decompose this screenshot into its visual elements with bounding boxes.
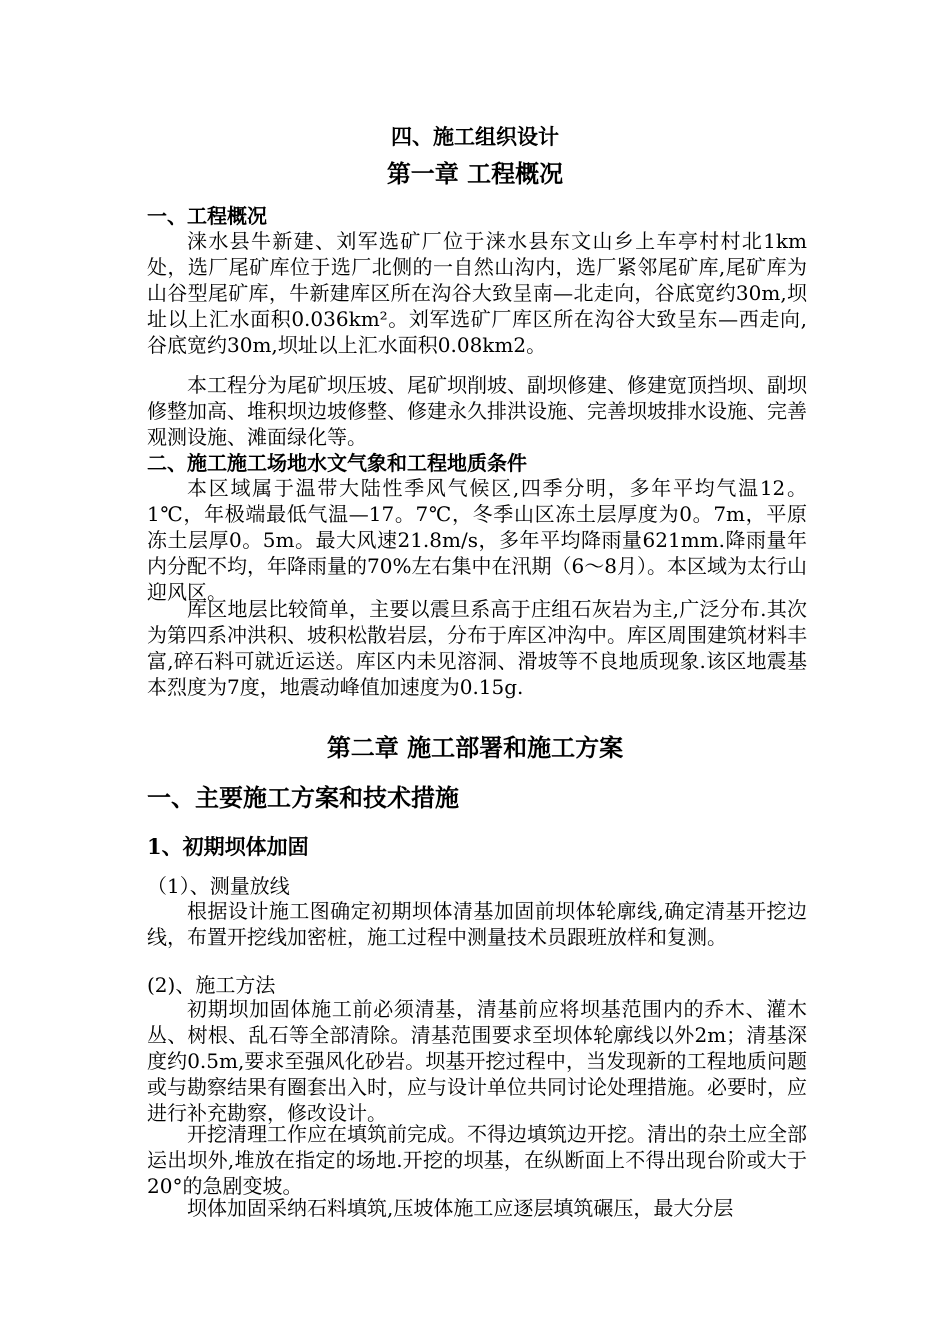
paragraph-overview-2: 本工程分为尾矿坝压坡、尾矿坝削坡、副坝修建、修建宽顶挡坝、副坝修整加高、堆积坝边坡修整、修建永久排洪设施、完善坝坡排水设施、完善观测设施、滩面绿化等。 (147, 373, 807, 449)
paragraph-conditions-1: 本区域属于温带大陆性季风气候区,四季分明，多年平均气温12。1℃，年极端最低气温—17。7℃，冬季山区冻土层厚度为0。7m，平原冻土层厚0。5m。最大风速21.8m/s，多年平均降雨量621mm.降雨量年内分配不均，年降雨量的70%左右集中在汛期（6～8月）。本区域为太行山迎风区。 (147, 476, 807, 604)
chapter-2-title: 第二章 施工部署和施工方案 (326, 733, 624, 762)
paragraph-method-1: 初期坝加固体施工前必须清基，清基前应将坝基范围内的乔木、灌木丛、树根、乱石等全部清除。清基范围要求至坝体轮廓线以外2m；清基深度约0.5m,要求至强风化砂岩。坝基开挖过程中，当发现新的工程地质问题或与勘察结果有圈套出入时，应与设计单位共同讨论处理措施。必要时，应进行补充勘察，修改设计。 (147, 997, 807, 1125)
heading-initial-dam: 1、初期坝体加固 (147, 834, 309, 859)
heading-main-scheme: 一、主要施工方案和技术措施 (147, 783, 459, 812)
paragraph-survey: 根据设计施工图确定初期坝体清基加固前坝体轮廓线,确定清基开挖边线，布置开挖线加密桩，施工过程中测量技术员跟班放样和复测。 (147, 899, 807, 949)
paragraph-method-3: 坝体加固采纳石料填筑,压坡体施工应逐层填筑碾压，最大分层 (187, 1196, 734, 1220)
heading-survey: （1）、测量放线 (147, 874, 290, 898)
paragraph-method-2: 开挖清理工作应在填筑前完成。不得边填筑边开挖。清出的杂土应全部运出坝外,堆放在指定的场地.开挖的坝基，在纵断面上不得出现台阶或大于20°的急剧变坡。 (147, 1122, 807, 1198)
chapter-1-title: 第一章 工程概况 (386, 159, 564, 188)
heading-construction-method: (2)、施工方法 (147, 973, 276, 997)
paragraph-conditions-2: 库区地层比较简单，主要以震旦系高于庄组石灰岩为主,广泛分布.其次为第四系冲洪积、坡积松散岩层，分布于库区冲沟中。库区周围建筑材料丰富,碎石料可就近运送。库区内未见溶洞、滑坡等不良地质现象.该区地震基本烈度为7度，地震动峰值加速度为0.15g. (147, 597, 807, 699)
paragraph-overview-1: 涞水县牛新建、刘军选矿厂位于涞水县东文山乡上车亭村村北1km处，选厂尾矿库位于选厂北侧的一自然山沟内，选厂紧邻尾矿库,尾矿库为山谷型尾矿库，牛新建库区所在沟谷大致呈南—北走向，谷底宽约30m,坝址以上汇水面积0.036km²。刘军选矿厂库区所在沟谷大致呈东—西走向,谷底宽约30m,坝址以上汇水面积0.08km2。 (147, 229, 807, 357)
heading-site-conditions: 二、施工施工场地水文气象和工程地质条件 (147, 451, 527, 475)
section-title: 四、施工组织设计 (391, 124, 559, 149)
heading-project-overview: 一、工程概况 (147, 204, 267, 228)
